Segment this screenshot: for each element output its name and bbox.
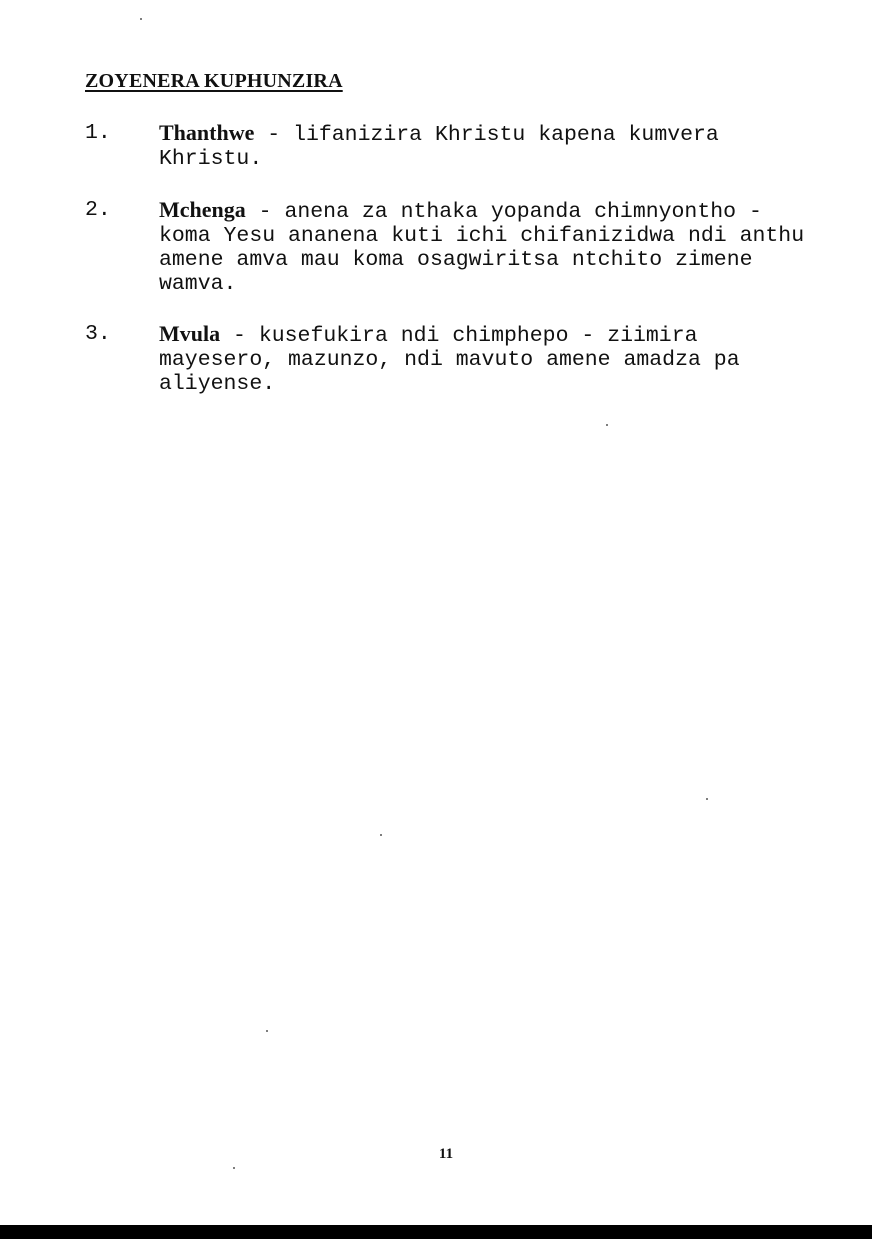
scan-speck (266, 1030, 268, 1032)
item-term: Mchenga (159, 197, 246, 222)
page-number: 11 (438, 1146, 454, 1162)
item-body (159, 322, 825, 396)
item-term: Mvula (159, 321, 221, 346)
scan-border-bar (0, 1225, 872, 1239)
scan-speck (233, 1167, 235, 1169)
list-item (85, 322, 825, 396)
scan-speck (706, 798, 708, 800)
scan-speck (380, 834, 382, 836)
list-item (85, 121, 825, 171)
section-heading: ZOYENERA KUPHUNZIRA (85, 70, 343, 92)
scan-speck (606, 424, 608, 426)
item-text: - lifanizira Khristu kapena kumvera Khristu. (159, 123, 719, 171)
item-term: Thanthwe (159, 120, 255, 145)
item-body (159, 121, 825, 171)
item-body (159, 198, 825, 296)
list-item (85, 198, 825, 296)
item-number: 3. (85, 322, 111, 346)
scan-speck (140, 18, 142, 20)
item-number: 1. (85, 121, 111, 145)
item-text: - kusefukira ndi chimphepo - ziimira mayesero, mazunzo, ndi mavuto amene amadza pa aliyense. (159, 324, 740, 396)
item-text: - anena za nthaka yopanda chimnyontho - koma Yesu ananena kuti ichi chifanizidwa ndi anthu amene amva mau koma osagwiritsa ntchito zimene wamva. (159, 200, 805, 296)
item-number: 2. (85, 198, 111, 222)
